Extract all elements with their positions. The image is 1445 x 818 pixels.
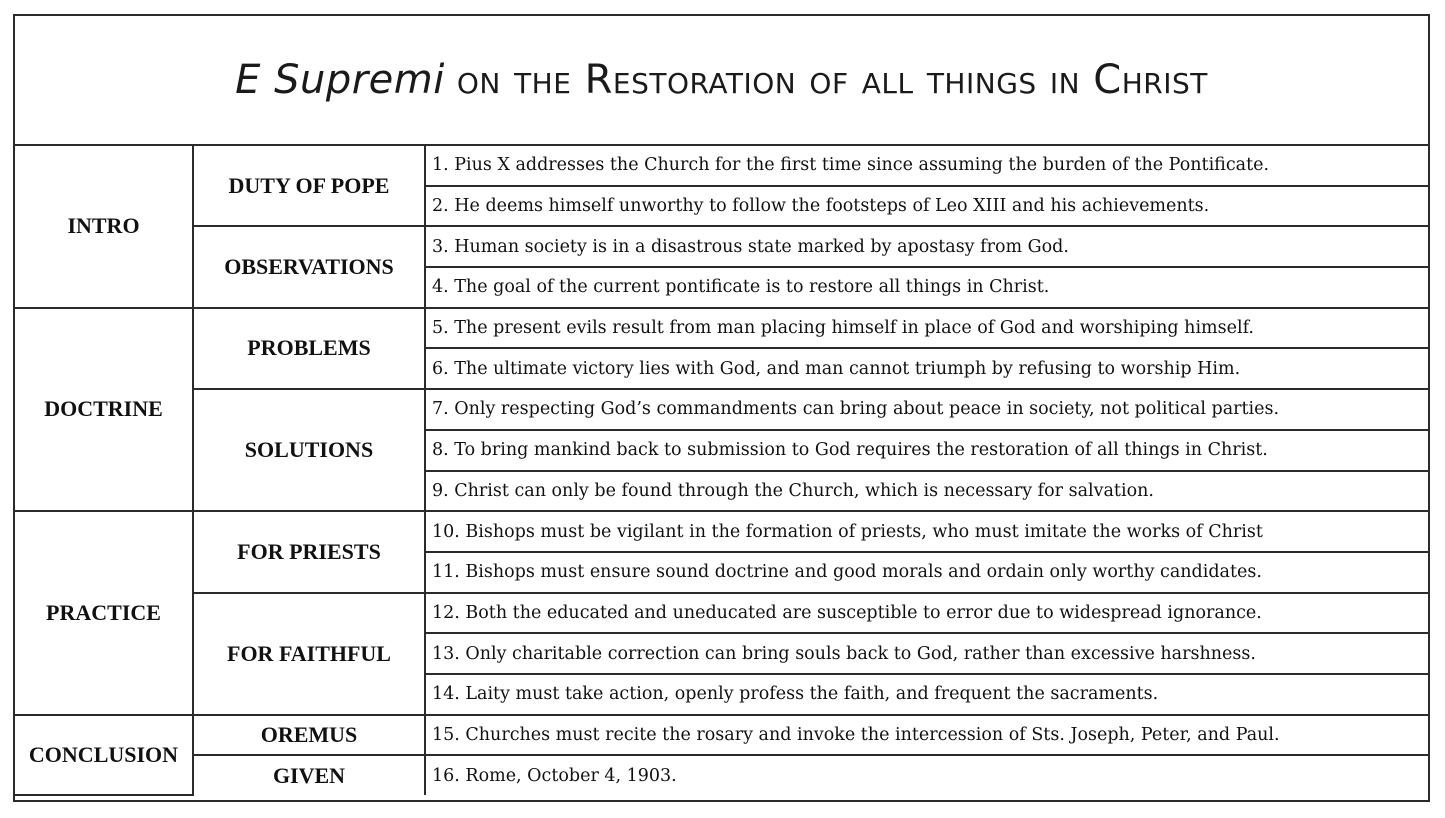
table-row <box>15 511 1428 552</box>
point-text: 16. Rome, October 4, 1903. <box>425 755 1428 795</box>
section-label-doctrine: DOCTRINE <box>15 308 193 511</box>
point-text: 4. The goal of the current pontificate is to restore all things in Christ. <box>425 267 1428 308</box>
outline-table-frame <box>13 14 1430 802</box>
subsection-label-solutions: SOLUTIONS <box>193 389 425 511</box>
subsection-label-for-priests: FOR PRIESTS <box>193 511 425 592</box>
table-row <box>15 593 1428 634</box>
point-text: 3. Human society is in a disastrous state marked by apostasy from God. <box>425 226 1428 267</box>
point-text: 5. The present evils result from man placing himself in place of God and worshiping himself. <box>425 308 1428 349</box>
table-row <box>15 755 1428 795</box>
point-text: 6. The ultimate victory lies with God, and man cannot triumph by refusing to worship Him. <box>425 348 1428 389</box>
point-text: 12. Both the educated and uneducated are susceptible to error due to widespread ignorance. <box>425 593 1428 634</box>
subsection-label-observations: OBSERVATIONS <box>193 226 425 307</box>
point-text: 9. Christ can only be found through the Church, which is necessary for salvation. <box>425 471 1428 512</box>
section-label-practice: PRACTICE <box>15 511 193 714</box>
subsection-label-duty-of-pope: DUTY OF POPE <box>193 146 425 226</box>
table-row <box>15 715 1428 756</box>
point-text: 15. Churches must recite the rosary and invoke the intercession of Sts. Joseph, Peter, and Paul. <box>425 715 1428 756</box>
table-row <box>15 308 1428 349</box>
table-row <box>15 389 1428 430</box>
table-row <box>15 226 1428 267</box>
subsection-label-problems: PROBLEMS <box>193 308 425 389</box>
subsection-label-for-faithful: FOR FAITHFUL <box>193 593 425 715</box>
point-text: 14. Laity must take action, openly profess the faith, and frequent the sacraments. <box>425 674 1428 715</box>
section-label-intro: INTRO <box>15 146 193 308</box>
title-rest: on the Restoration of all things in Christ <box>456 57 1208 103</box>
point-text: 2. He deems himself unworthy to follow the footsteps of Leo XIII and his achievements. <box>425 186 1428 227</box>
subsection-label-oremus: OREMUS <box>193 715 425 756</box>
outline-table <box>15 146 1428 796</box>
point-text: 7. Only respecting God’s commandments can bring about peace in society, not political parties. <box>425 389 1428 430</box>
title-italic: E Supremi <box>235 57 445 103</box>
subsection-label-given: GIVEN <box>193 755 425 795</box>
table-row <box>15 146 1428 186</box>
point-text: 1. Pius X addresses the Church for the first time since assuming the burden of the Pontificate. <box>425 146 1428 186</box>
document-title <box>15 16 1428 146</box>
point-text: 11. Bishops must ensure sound doctrine and good morals and ordain only worthy candidates. <box>425 552 1428 593</box>
point-text: 8. To bring mankind back to submission to God requires the restoration of all things in Christ. <box>425 430 1428 471</box>
point-text: 10. Bishops must be vigilant in the formation of priests, who must imitate the works of Christ <box>425 511 1428 552</box>
section-label-conclusion: CONCLUSION <box>15 715 193 795</box>
point-text: 13. Only charitable correction can bring souls back to God, rather than excessive harshness. <box>425 633 1428 674</box>
